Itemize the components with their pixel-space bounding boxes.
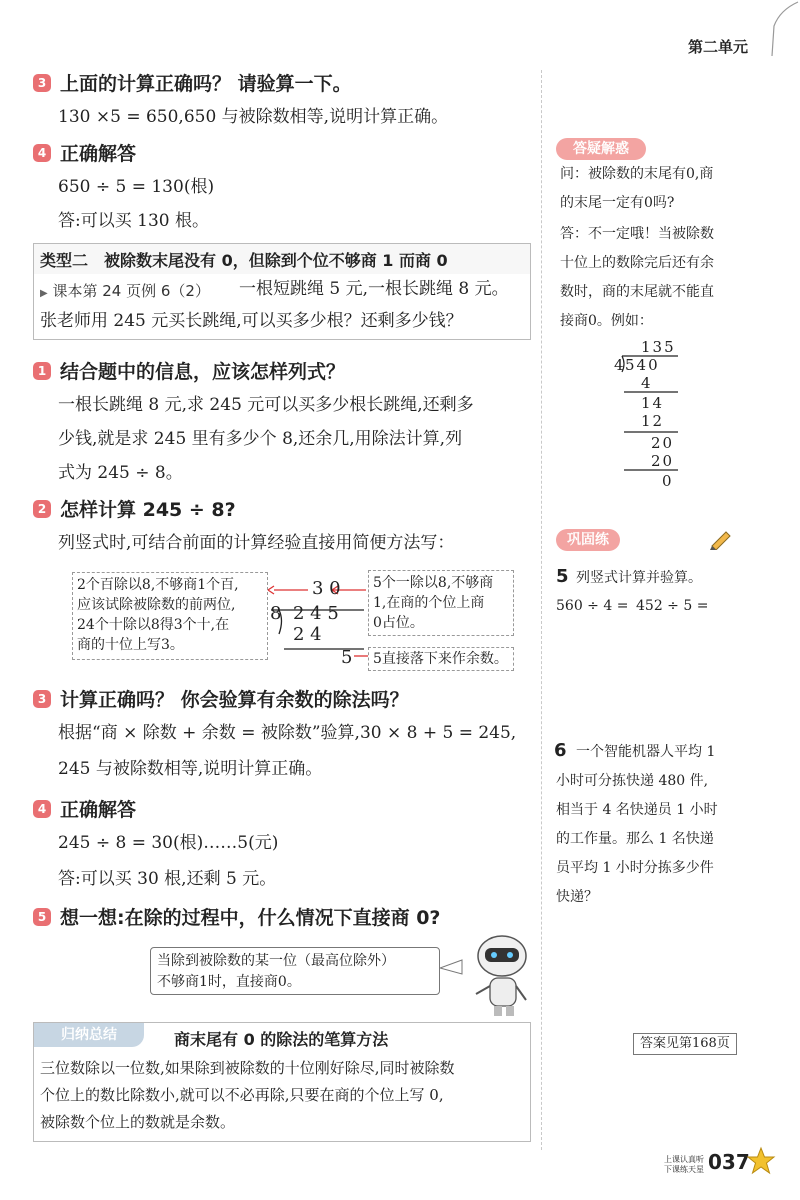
side-answer: 答：不一定哦！当被除数 十位上的数除完后还有余 数时，商的末尾就不能直 接商0。例如： [560,226,714,329]
remainder: 5 [341,647,353,668]
step-badge-3: 3 [33,74,51,92]
note-left: 2个百除以8,不够商1个百, 应该试除被除数的前两位, 24个十除以8得3个十,在 商的十位上写3。 [72,572,268,660]
practice-tag: 巩固练 [556,529,620,551]
step-title-formula: 结合题中的信息，应该怎样列式？ [60,361,346,383]
practice-6-text-cont: 小时可分拣快递 480 件, 相当于 4 名快递员 1 小时 的工作量。那么 1 名快递 员平均 1 小时分拣多少件 快递？ [556,773,718,905]
type-two-box [33,243,531,340]
example-divisor: 4 [614,356,624,374]
triangle-icon: ▶ [40,288,48,299]
practice-6-text: 一个智能机器人平均 1 [576,744,716,760]
step-badge-4b: 4 [33,800,51,818]
step-title-how: 怎样计算 245 ÷ 8? [60,499,236,521]
divisor: 8 [270,603,282,624]
verify-line-1: 根据“商 × 除数 + 余数 = 被除数”验算,30 × 8 + 5 = 245, [58,723,517,743]
answer-text: 答:可以买 130 根。 [58,211,209,231]
check-text: 130 ×5 = 650,650 与被除数相等,说明计算正确。 [58,107,449,127]
answer-text-2: 答:可以买 30 根,还剩 5 元。 [58,869,277,889]
example-step-3: 12 [641,412,665,430]
practice-5-item-1: 560 ÷ 4 = [556,598,629,614]
practice-5-item-2: 452 ÷ 5 = [636,598,709,614]
page-number: 037 [708,1150,750,1174]
problem-line-2: 张老师用 245 元买长跳绳,可以买多少根？还剩多少钱？ [40,311,463,331]
example-step-2: 14 [641,394,665,412]
column-divider [541,70,542,1150]
star-icon [746,1146,776,1176]
summary-text: 三位数除以一位数,如果除到被除数的十位刚好除尽,同时被除数 个位上的数比除数小,就可以不必再除,只要在商的个位上写 0, 被除数个位上的数就是余数。 [40,1059,455,1131]
robot-icon [440,930,535,1020]
note-bottom: 5直接落下来作余数。 [368,647,514,671]
step-title-answer-2: 正确解答 [60,799,137,821]
formula-line-3: 式为 245 ÷ 8。 [58,463,183,483]
method-text: 列竖式时,可结合前面的计算经验直接用简便方法写： [58,533,455,553]
problem-line-1: 一根短跳绳 5 元,一根长跳绳 8 元。 [239,279,509,299]
step-badge-3b: 3 [33,690,51,708]
answer-reference: 答案见第168页 [633,1033,737,1055]
footer-slogan: 上课认真听 下课练天星 [664,1155,704,1174]
answer-equation-2: 245 ÷ 8 = 30(根)……5(元) [58,833,279,853]
example-step-6: 0 [662,472,672,490]
summary-tag: 归纳总结 [34,1023,144,1047]
note-right: 5个一除以8,不够商 1,在商的个位上商 0占位。 [368,570,514,636]
step-badge-1: 1 [33,362,51,380]
type-title: 类型二 被除数末尾没有 0，但除到个位不够商 1 而商 0 [40,251,448,270]
example-step-1: 4 [641,374,651,392]
dividend: 2 4 5 [293,603,339,624]
example-step-5: 20 [651,452,675,470]
step-title-check: 上面的计算正确吗？ 请验算一下。 [60,73,352,95]
quotient: 3 0 [312,578,341,599]
formula-line-2: 少钱,就是求 245 里有多少个 8,还余几,用除法计算,列 [58,429,463,449]
step-title-answer: 正确解答 [60,143,137,165]
step-badge-4: 4 [33,144,51,162]
partial-product: 2 4 [293,624,322,645]
summary-box [33,1022,531,1142]
step-badge-2: 2 [33,500,51,518]
example-step-4: 20 [651,434,675,452]
step-title-verify: 计算正确吗？ 你会验算有余数的除法吗？ [60,689,409,711]
formula-line-1: 一根长跳绳 8 元,求 245 元可以买多少根长跳绳,还剩多 [58,395,474,415]
step-badge-5: 5 [33,908,51,926]
pencil-icon [708,528,734,550]
side-tag: 答疑解惑 [556,138,646,160]
step-title-think: 想一想:在除的过程中，什么情况下直接商 0? [60,907,441,929]
summary-title: 商末尾有 0 的除法的笔算方法 [174,1030,389,1049]
unit-title: 第二单元 [687,38,748,56]
practice-6-num: 6 [554,740,567,761]
side-question: 问：被除数的末尾有0,商 的末尾一定有0吗? [560,166,714,211]
speech-bubble: 当除到被除数的某一位（最高位除外） 不够商1时，直接商0。 [150,947,440,995]
corner-decoration [740,0,800,60]
verify-line-2: 245 与被除数相等,说明计算正确。 [58,759,323,779]
textbook-ref: ▶ 课本第 24 页例 6（2） [40,282,210,300]
example-dividend: 540 [625,356,660,374]
practice-5-num: 5 [556,566,569,587]
example-quotient: 135 [641,338,676,356]
answer-equation: 650 ÷ 5 = 130(根) [58,177,215,197]
practice-5-title: 列竖式计算并验算。 [576,570,702,586]
